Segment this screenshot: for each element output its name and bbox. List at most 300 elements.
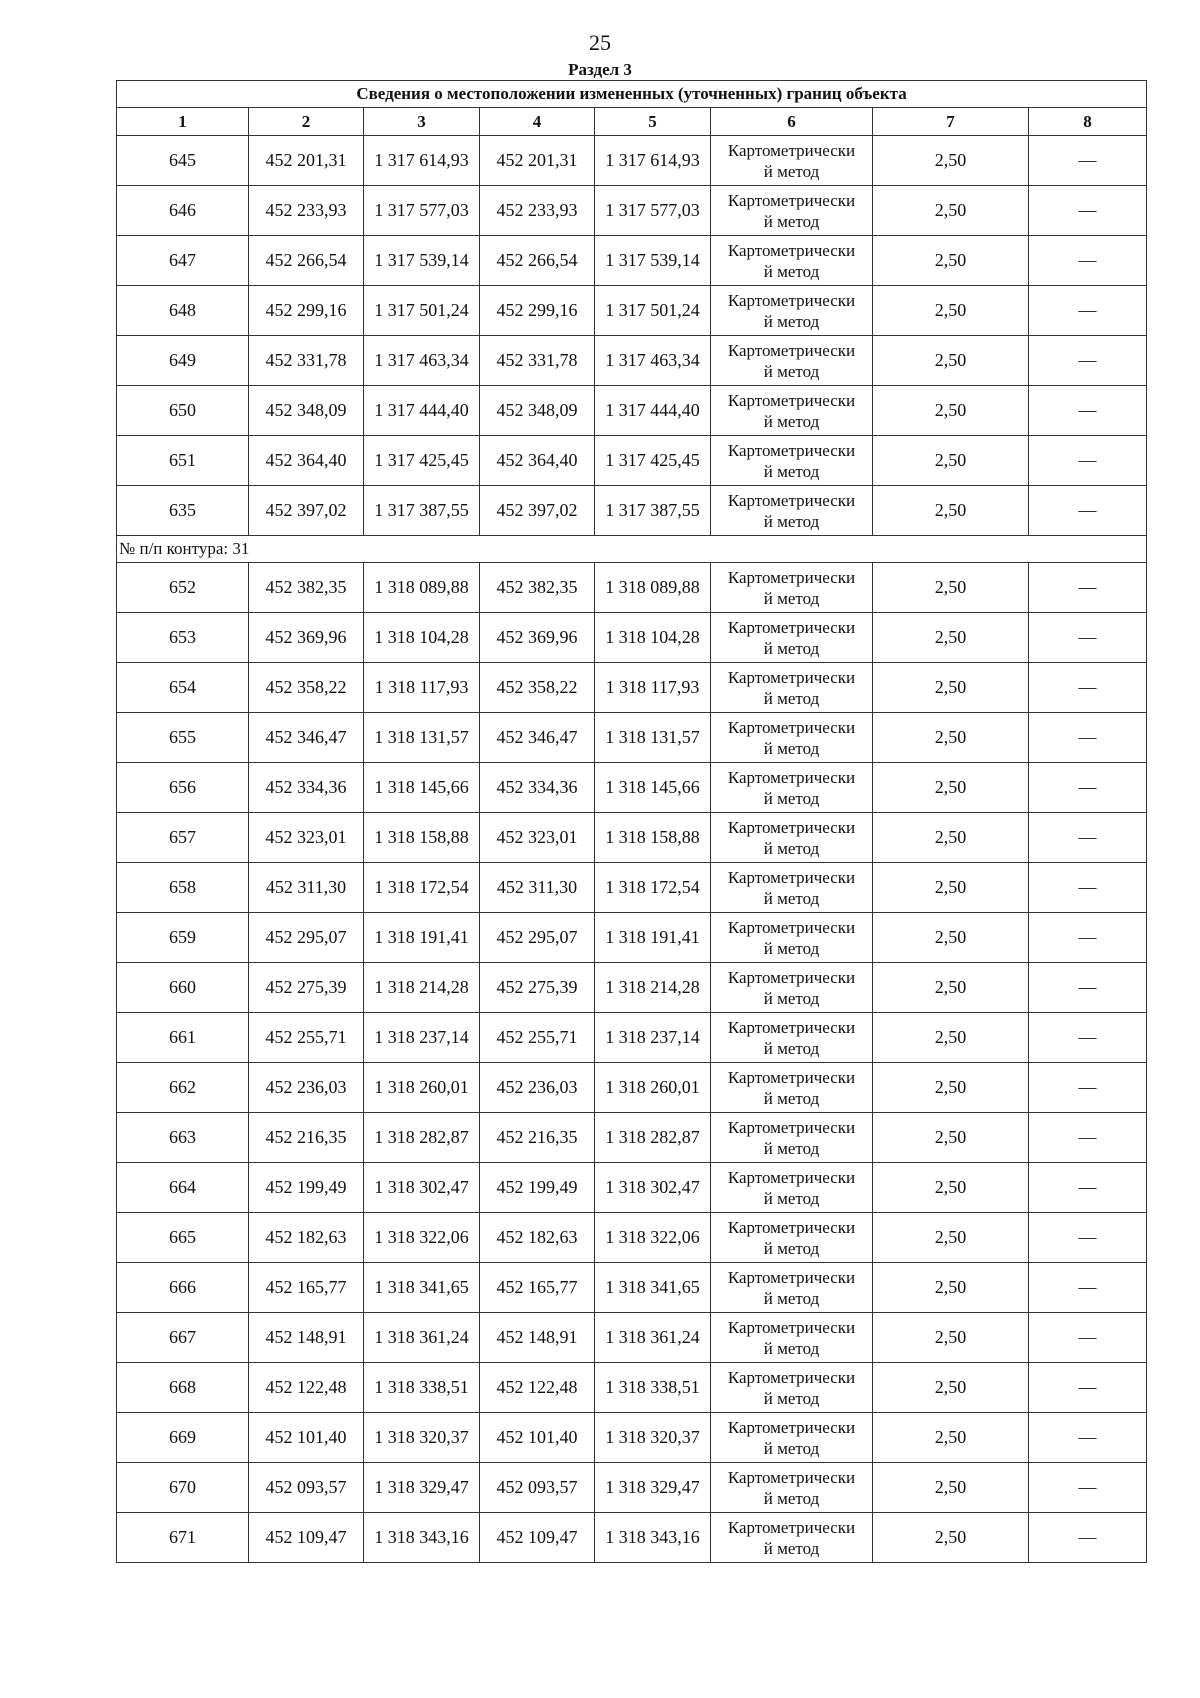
description-cell: — <box>1029 963 1147 1013</box>
x-old-cell: 452 348,09 <box>249 386 364 436</box>
x-old-cell: 452 295,07 <box>249 913 364 963</box>
method-line-2: й метод <box>763 888 820 908</box>
y-new-cell: 1 317 463,34 <box>595 336 711 386</box>
accuracy-cell: 2,50 <box>873 1113 1029 1163</box>
x-new-cell: 452 348,09 <box>480 386 595 436</box>
description-cell: — <box>1029 1263 1147 1313</box>
accuracy-cell: 2,50 <box>873 1363 1029 1413</box>
method-line-2: й метод <box>763 361 820 381</box>
point-number-cell: 652 <box>117 563 249 613</box>
method-line-2: й метод <box>763 511 820 531</box>
method-line-1: Картометрически <box>727 140 856 160</box>
point-number-cell: 658 <box>117 863 249 913</box>
method-cell <box>711 186 873 236</box>
column-number-row <box>117 108 1147 136</box>
y-new-cell: 1 317 539,14 <box>595 236 711 286</box>
x-old-cell: 452 323,01 <box>249 813 364 863</box>
description-cell: — <box>1029 1113 1147 1163</box>
description-cell: — <box>1029 286 1147 336</box>
method-line-2: й метод <box>763 988 820 1008</box>
y-new-cell: 1 318 282,87 <box>595 1113 711 1163</box>
point-number-cell: 645 <box>117 136 249 186</box>
table-row <box>117 913 1147 963</box>
method-cell <box>711 1213 873 1263</box>
method-line-1: Картометрически <box>727 490 856 510</box>
method-line-1: Картометрически <box>727 1017 856 1037</box>
table-row <box>117 486 1147 536</box>
y-new-cell: 1 318 237,14 <box>595 1013 711 1063</box>
table-body-before-contour <box>117 136 1147 536</box>
x-old-cell: 452 165,77 <box>249 1263 364 1313</box>
table-row <box>117 763 1147 813</box>
description-cell: — <box>1029 813 1147 863</box>
table-row <box>117 1263 1147 1313</box>
point-number-cell: 662 <box>117 1063 249 1113</box>
x-old-cell: 452 275,39 <box>249 963 364 1013</box>
method-line-2: й метод <box>763 638 820 658</box>
method-line-1: Картометрически <box>727 1517 856 1537</box>
method-line-1: Картометрически <box>727 340 856 360</box>
description-cell: — <box>1029 236 1147 286</box>
method-cell <box>711 1463 873 1513</box>
method-line-1: Картометрически <box>727 190 856 210</box>
table-row <box>117 1413 1147 1463</box>
y-new-cell: 1 317 444,40 <box>595 386 711 436</box>
column-number: 7 <box>873 108 1029 136</box>
method-line-1: Картометрически <box>727 1367 856 1387</box>
accuracy-cell: 2,50 <box>873 913 1029 963</box>
y-new-cell: 1 318 131,57 <box>595 713 711 763</box>
x-old-cell: 452 299,16 <box>249 286 364 336</box>
method-cell <box>711 1313 873 1363</box>
method-cell <box>711 1513 873 1563</box>
x-old-cell: 452 369,96 <box>249 613 364 663</box>
table-row <box>117 386 1147 436</box>
y-old-cell: 1 318 302,47 <box>364 1163 480 1213</box>
y-old-cell: 1 318 191,41 <box>364 913 480 963</box>
point-number-cell: 635 <box>117 486 249 536</box>
x-new-cell: 452 236,03 <box>480 1063 595 1113</box>
y-old-cell: 1 318 131,57 <box>364 713 480 763</box>
method-line-2: й метод <box>763 1438 820 1458</box>
x-old-cell: 452 334,36 <box>249 763 364 813</box>
x-new-cell: 452 266,54 <box>480 236 595 286</box>
y-new-cell: 1 318 361,24 <box>595 1313 711 1363</box>
method-cell <box>711 386 873 436</box>
method-cell <box>711 1063 873 1113</box>
y-new-cell: 1 318 341,65 <box>595 1263 711 1313</box>
point-number-cell: 655 <box>117 713 249 763</box>
point-number-cell: 665 <box>117 1213 249 1263</box>
y-new-cell: 1 318 214,28 <box>595 963 711 1013</box>
y-old-cell: 1 317 614,93 <box>364 136 480 186</box>
contour-section <box>117 536 1147 563</box>
description-cell: — <box>1029 186 1147 236</box>
x-new-cell: 452 201,31 <box>480 136 595 186</box>
accuracy-cell: 2,50 <box>873 563 1029 613</box>
table-row <box>117 1463 1147 1513</box>
accuracy-cell: 2,50 <box>873 436 1029 486</box>
column-number: 4 <box>480 108 595 136</box>
method-cell <box>711 663 873 713</box>
y-old-cell: 1 318 158,88 <box>364 813 480 863</box>
y-old-cell: 1 317 387,55 <box>364 486 480 536</box>
accuracy-cell: 2,50 <box>873 613 1029 663</box>
y-old-cell: 1 318 343,16 <box>364 1513 480 1563</box>
x-new-cell: 452 122,48 <box>480 1363 595 1413</box>
x-old-cell: 452 101,40 <box>249 1413 364 1463</box>
accuracy-cell: 2,50 <box>873 1513 1029 1563</box>
method-cell <box>711 963 873 1013</box>
table-row <box>117 236 1147 286</box>
column-number: 3 <box>364 108 480 136</box>
description-cell: — <box>1029 563 1147 613</box>
x-new-cell: 452 358,22 <box>480 663 595 713</box>
y-old-cell: 1 318 214,28 <box>364 963 480 1013</box>
y-new-cell: 1 318 145,66 <box>595 763 711 813</box>
y-old-cell: 1 318 260,01 <box>364 1063 480 1113</box>
x-new-cell: 452 331,78 <box>480 336 595 386</box>
x-new-cell: 452 397,02 <box>480 486 595 536</box>
accuracy-cell: 2,50 <box>873 286 1029 336</box>
method-cell <box>711 913 873 963</box>
y-new-cell: 1 318 322,06 <box>595 1213 711 1263</box>
x-old-cell: 452 358,22 <box>249 663 364 713</box>
point-number-cell: 650 <box>117 386 249 436</box>
description-cell: — <box>1029 336 1147 386</box>
x-new-cell: 452 364,40 <box>480 436 595 486</box>
accuracy-cell: 2,50 <box>873 1263 1029 1313</box>
method-line-2: й метод <box>763 1288 820 1308</box>
method-line-2: й метод <box>763 788 820 808</box>
point-number-cell: 653 <box>117 613 249 663</box>
x-old-cell: 452 266,54 <box>249 236 364 286</box>
table-row <box>117 286 1147 336</box>
method-line-2: й метод <box>763 1038 820 1058</box>
method-line-2: й метод <box>763 1238 820 1258</box>
method-line-1: Картометрически <box>727 390 856 410</box>
method-line-1: Картометрически <box>727 1267 856 1287</box>
description-cell: — <box>1029 436 1147 486</box>
accuracy-cell: 2,50 <box>873 1463 1029 1513</box>
accuracy-cell: 2,50 <box>873 386 1029 436</box>
accuracy-cell: 2,50 <box>873 813 1029 863</box>
x-new-cell: 452 369,96 <box>480 613 595 663</box>
point-number-cell: 669 <box>117 1413 249 1463</box>
y-new-cell: 1 318 338,51 <box>595 1363 711 1413</box>
x-old-cell: 452 346,47 <box>249 713 364 763</box>
section-title: Раздел 3 <box>568 60 632 79</box>
table-row <box>117 436 1147 486</box>
x-old-cell: 452 364,40 <box>249 436 364 486</box>
method-line-1: Картометрически <box>727 1067 856 1087</box>
y-old-cell: 1 318 322,06 <box>364 1213 480 1263</box>
method-line-1: Картометрически <box>727 567 856 587</box>
table-row <box>117 713 1147 763</box>
accuracy-cell: 2,50 <box>873 136 1029 186</box>
y-new-cell: 1 318 158,88 <box>595 813 711 863</box>
method-line-1: Картометрически <box>727 1117 856 1137</box>
method-line-2: й метод <box>763 261 820 281</box>
x-new-cell: 452 165,77 <box>480 1263 595 1313</box>
y-new-cell: 1 318 191,41 <box>595 913 711 963</box>
y-new-cell: 1 318 089,88 <box>595 563 711 613</box>
y-old-cell: 1 317 444,40 <box>364 386 480 436</box>
description-cell: — <box>1029 1013 1147 1063</box>
point-number-cell: 661 <box>117 1013 249 1063</box>
method-line-2: й метод <box>763 938 820 958</box>
table-row <box>117 186 1147 236</box>
description-cell: — <box>1029 486 1147 536</box>
description-cell: — <box>1029 386 1147 436</box>
method-line-2: й метод <box>763 161 820 181</box>
x-new-cell: 452 295,07 <box>480 913 595 963</box>
method-line-1: Картометрически <box>727 1417 856 1437</box>
x-new-cell: 452 109,47 <box>480 1513 595 1563</box>
table-row <box>117 1313 1147 1363</box>
table-row <box>117 663 1147 713</box>
description-cell: — <box>1029 863 1147 913</box>
point-number-cell: 659 <box>117 913 249 963</box>
method-cell <box>711 236 873 286</box>
x-new-cell: 452 182,63 <box>480 1213 595 1263</box>
column-number: 2 <box>249 108 364 136</box>
x-new-cell: 452 275,39 <box>480 963 595 1013</box>
table-row <box>117 813 1147 863</box>
point-number-cell: 660 <box>117 963 249 1013</box>
x-new-cell: 452 299,16 <box>480 286 595 336</box>
x-old-cell: 452 109,47 <box>249 1513 364 1563</box>
y-old-cell: 1 317 539,14 <box>364 236 480 286</box>
method-cell <box>711 1363 873 1413</box>
x-old-cell: 452 201,31 <box>249 136 364 186</box>
point-number-cell: 657 <box>117 813 249 863</box>
method-cell <box>711 286 873 336</box>
method-line-2: й метод <box>763 411 820 431</box>
method-cell <box>711 1013 873 1063</box>
table-row <box>117 563 1147 613</box>
description-cell: — <box>1029 713 1147 763</box>
y-old-cell: 1 318 338,51 <box>364 1363 480 1413</box>
table-row <box>117 1363 1147 1413</box>
x-new-cell: 452 311,30 <box>480 863 595 913</box>
y-old-cell: 1 317 425,45 <box>364 436 480 486</box>
method-cell <box>711 1113 873 1163</box>
accuracy-cell: 2,50 <box>873 1013 1029 1063</box>
accuracy-cell: 2,50 <box>873 1313 1029 1363</box>
x-old-cell: 452 236,03 <box>249 1063 364 1113</box>
method-line-2: й метод <box>763 1138 820 1158</box>
point-number-cell: 664 <box>117 1163 249 1213</box>
table-row <box>117 1163 1147 1213</box>
description-cell: — <box>1029 1063 1147 1113</box>
method-line-1: Картометрически <box>727 917 856 937</box>
accuracy-cell: 2,50 <box>873 186 1029 236</box>
method-line-2: й метод <box>763 311 820 331</box>
page-number: 25 <box>589 30 611 55</box>
y-new-cell: 1 318 329,47 <box>595 1463 711 1513</box>
method-line-1: Картометрически <box>727 667 856 687</box>
point-number-cell: 654 <box>117 663 249 713</box>
x-new-cell: 452 323,01 <box>480 813 595 863</box>
description-cell: — <box>1029 1163 1147 1213</box>
method-line-2: й метод <box>763 1538 820 1558</box>
method-line-1: Картометрически <box>727 1167 856 1187</box>
method-cell <box>711 1263 873 1313</box>
x-new-cell: 452 199,49 <box>480 1163 595 1213</box>
accuracy-cell: 2,50 <box>873 713 1029 763</box>
column-number: 1 <box>117 108 249 136</box>
method-cell <box>711 813 873 863</box>
y-old-cell: 1 318 282,87 <box>364 1113 480 1163</box>
accuracy-cell: 2,50 <box>873 236 1029 286</box>
method-line-2: й метод <box>763 688 820 708</box>
y-new-cell: 1 317 425,45 <box>595 436 711 486</box>
table-row <box>117 1513 1147 1563</box>
table-row <box>117 1013 1147 1063</box>
y-new-cell: 1 318 117,93 <box>595 663 711 713</box>
description-cell: — <box>1029 613 1147 663</box>
y-old-cell: 1 318 329,47 <box>364 1463 480 1513</box>
method-line-1: Картометрически <box>727 1217 856 1237</box>
column-number: 5 <box>595 108 711 136</box>
description-cell: — <box>1029 1313 1147 1363</box>
x-old-cell: 452 093,57 <box>249 1463 364 1513</box>
point-number-cell: 649 <box>117 336 249 386</box>
y-new-cell: 1 317 577,03 <box>595 186 711 236</box>
table-row <box>117 1063 1147 1113</box>
method-line-1: Картометрически <box>727 867 856 887</box>
y-old-cell: 1 318 237,14 <box>364 1013 480 1063</box>
method-line-2: й метод <box>763 1488 820 1508</box>
point-number-cell: 671 <box>117 1513 249 1563</box>
column-number: 8 <box>1029 108 1147 136</box>
y-old-cell: 1 317 463,34 <box>364 336 480 386</box>
method-line-2: й метод <box>763 211 820 231</box>
description-cell: — <box>1029 136 1147 186</box>
point-number-cell: 651 <box>117 436 249 486</box>
y-old-cell: 1 318 341,65 <box>364 1263 480 1313</box>
x-new-cell: 452 148,91 <box>480 1313 595 1363</box>
x-new-cell: 452 093,57 <box>480 1463 595 1513</box>
method-line-2: й метод <box>763 461 820 481</box>
method-line-2: й метод <box>763 838 820 858</box>
description-cell: — <box>1029 1513 1147 1563</box>
method-line-1: Картометрически <box>727 1467 856 1487</box>
x-old-cell: 452 331,78 <box>249 336 364 386</box>
accuracy-cell: 2,50 <box>873 863 1029 913</box>
x-new-cell: 452 233,93 <box>480 186 595 236</box>
y-new-cell: 1 317 501,24 <box>595 286 711 336</box>
accuracy-cell: 2,50 <box>873 1413 1029 1463</box>
method-line-1: Картометрически <box>727 767 856 787</box>
column-number: 6 <box>711 108 873 136</box>
table-caption: Сведения о местоположении измененных (уточненных) границ объекта <box>117 81 1147 108</box>
y-new-cell: 1 318 343,16 <box>595 1513 711 1563</box>
y-new-cell: 1 317 614,93 <box>595 136 711 186</box>
method-line-2: й метод <box>763 588 820 608</box>
y-new-cell: 1 318 104,28 <box>595 613 711 663</box>
method-line-2: й метод <box>763 1188 820 1208</box>
method-line-2: й метод <box>763 738 820 758</box>
accuracy-cell: 2,50 <box>873 486 1029 536</box>
method-cell <box>711 1413 873 1463</box>
x-new-cell: 452 382,35 <box>480 563 595 613</box>
point-number-cell: 656 <box>117 763 249 813</box>
x-old-cell: 452 216,35 <box>249 1113 364 1163</box>
table-row <box>117 613 1147 663</box>
table-body-after-contour <box>117 563 1147 1563</box>
point-number-cell: 668 <box>117 1363 249 1413</box>
y-new-cell: 1 318 260,01 <box>595 1063 711 1113</box>
contour-label: № п/п контура: 31 <box>117 536 1147 563</box>
point-number-cell: 663 <box>117 1113 249 1163</box>
method-line-1: Картометрически <box>727 1317 856 1337</box>
x-old-cell: 452 182,63 <box>249 1213 364 1263</box>
x-old-cell: 452 397,02 <box>249 486 364 536</box>
point-number-cell: 670 <box>117 1463 249 1513</box>
x-old-cell: 452 122,48 <box>249 1363 364 1413</box>
accuracy-cell: 2,50 <box>873 1213 1029 1263</box>
method-line-2: й метод <box>763 1338 820 1358</box>
method-cell <box>711 763 873 813</box>
y-new-cell: 1 318 320,37 <box>595 1413 711 1463</box>
x-new-cell: 452 346,47 <box>480 713 595 763</box>
method-cell <box>711 713 873 763</box>
method-cell <box>711 136 873 186</box>
x-new-cell: 452 334,36 <box>480 763 595 813</box>
x-new-cell: 452 255,71 <box>480 1013 595 1063</box>
description-cell: — <box>1029 663 1147 713</box>
description-cell: — <box>1029 1413 1147 1463</box>
x-old-cell: 452 311,30 <box>249 863 364 913</box>
x-new-cell: 452 101,40 <box>480 1413 595 1463</box>
method-line-1: Картометрически <box>727 817 856 837</box>
point-number-cell: 648 <box>117 286 249 336</box>
method-cell <box>711 336 873 386</box>
x-old-cell: 452 199,49 <box>249 1163 364 1213</box>
y-old-cell: 1 318 361,24 <box>364 1313 480 1363</box>
method-line-2: й метод <box>763 1088 820 1108</box>
method-cell <box>711 613 873 663</box>
accuracy-cell: 2,50 <box>873 336 1029 386</box>
method-cell <box>711 563 873 613</box>
method-line-1: Картометрически <box>727 617 856 637</box>
x-old-cell: 452 233,93 <box>249 186 364 236</box>
accuracy-cell: 2,50 <box>873 1163 1029 1213</box>
description-cell: — <box>1029 1463 1147 1513</box>
table-row <box>117 863 1147 913</box>
y-old-cell: 1 318 320,37 <box>364 1413 480 1463</box>
boundary-coordinates-table <box>116 80 1147 1563</box>
method-line-1: Картометрически <box>727 440 856 460</box>
x-old-cell: 452 148,91 <box>249 1313 364 1363</box>
point-number-cell: 647 <box>117 236 249 286</box>
table-row <box>117 336 1147 386</box>
y-old-cell: 1 318 145,66 <box>364 763 480 813</box>
description-cell: — <box>1029 1213 1147 1263</box>
accuracy-cell: 2,50 <box>873 763 1029 813</box>
point-number-cell: 666 <box>117 1263 249 1313</box>
method-line-1: Картометрически <box>727 240 856 260</box>
accuracy-cell: 2,50 <box>873 1063 1029 1113</box>
method-cell <box>711 436 873 486</box>
description-cell: — <box>1029 913 1147 963</box>
point-number-cell: 667 <box>117 1313 249 1363</box>
x-old-cell: 452 255,71 <box>249 1013 364 1063</box>
table-row <box>117 1113 1147 1163</box>
y-old-cell: 1 318 104,28 <box>364 613 480 663</box>
